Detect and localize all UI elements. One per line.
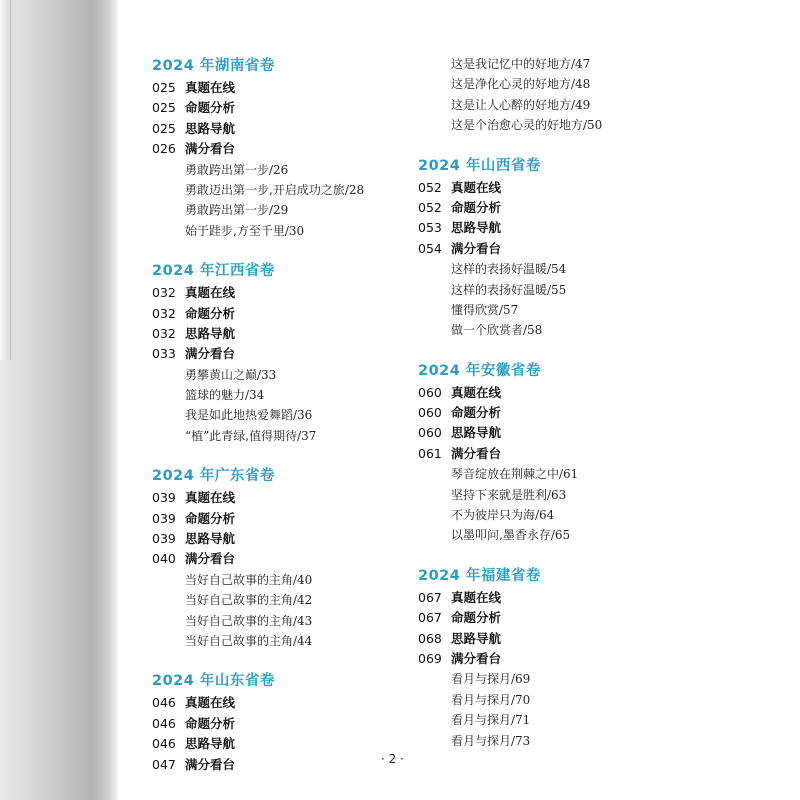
entry-page-number: 046: [152, 736, 176, 752]
entry-label: 命题分析: [185, 715, 236, 731]
entry-label: 思路导航: [185, 325, 236, 341]
entry-page-number: 040: [152, 551, 176, 567]
entry-label: 满分看台: [185, 756, 236, 772]
toc-section: [152, 259, 364, 446]
toc-entry: [152, 714, 364, 734]
toc-entry: [418, 178, 602, 198]
toc-section: [418, 564, 602, 751]
toc-entry: [418, 198, 602, 218]
entry-page-number: 052: [418, 199, 442, 215]
essay-entry: 这样的表扬好温暖/55: [451, 282, 567, 297]
toc-entry: [418, 239, 602, 259]
toc-entry: [152, 734, 364, 754]
essay-entry: 看月与探月/73: [451, 733, 531, 748]
toc-entry: [152, 283, 364, 303]
essay-entry: 勇攀黄山之巅/33: [185, 367, 277, 382]
toc-entry: [418, 444, 602, 464]
essay-entry: 勇敢跨出第一步/26: [185, 162, 289, 177]
entry-page-number: 067: [418, 589, 442, 605]
entry-label: 真题在线: [185, 80, 236, 95]
entry-page-number: 060: [418, 405, 442, 421]
toc-section: [152, 669, 364, 775]
toc-entry: [152, 529, 364, 549]
essay-entry: 不为彼岸只为海/64: [451, 508, 555, 523]
entry-label: 命题分析: [185, 305, 236, 321]
toc-entry: [418, 588, 602, 608]
entry-label: 思路导航: [185, 120, 236, 136]
essay-entry: 这样的表扬好温暖/54: [451, 262, 567, 277]
toc-entry: [152, 324, 364, 344]
toc-entry: [418, 423, 602, 443]
entry-label: 思路导航: [185, 531, 236, 547]
toc-entry: [152, 78, 364, 98]
toc-entry: [152, 344, 364, 364]
essay-entry: 看月与探月/69: [451, 672, 531, 687]
page-number: · 2 ·: [381, 752, 404, 766]
essay-entry: 始于跬步,方至千里/30: [185, 223, 305, 238]
toc-entry: [152, 755, 364, 775]
toc-entry: [418, 608, 602, 628]
essay-entry: 当好自己故事的主角/43: [185, 613, 313, 628]
toc-entry: [152, 488, 364, 508]
toc-entry: [152, 119, 364, 139]
entry-page-number: 060: [418, 425, 442, 441]
essay-entry: 以墨叩问,墨香永存/65: [451, 528, 571, 543]
entry-label: 思路导航: [451, 425, 502, 441]
toc-entry: [152, 304, 364, 324]
section-title: 2024 年福建省卷: [418, 567, 541, 584]
entry-label: 满分看台: [185, 551, 236, 567]
entry-label: 真题在线: [185, 285, 236, 301]
toc-entry: [418, 403, 602, 423]
entry-label: 真题在线: [451, 384, 502, 400]
entry-page-number: 046: [152, 715, 176, 731]
section-title: 2024 年山东省卷: [152, 673, 275, 690]
essay-entry: 当好自己故事的主角/40: [185, 572, 313, 587]
essay-entry: 坚持下来就是胜利/63: [451, 487, 567, 502]
section-title: 2024 年广东省卷: [152, 468, 275, 485]
toc-entry: [152, 139, 364, 159]
toc-entry: [418, 383, 602, 403]
entry-page-number: 032: [152, 285, 176, 301]
entry-label: 满分看台: [451, 445, 502, 461]
previous-page-edge: [0, 0, 11, 360]
entry-label: 思路导航: [451, 220, 502, 236]
essay-entry: 这是我记忆中的好地方/47: [451, 57, 591, 71]
entry-page-number: 053: [418, 220, 442, 236]
toc-entry: [152, 693, 364, 713]
essay-entry: 我是如此地热爱舞蹈/36: [185, 408, 313, 423]
essay-entry: 看月与探月/70: [451, 692, 531, 707]
entry-label: 真题在线: [451, 589, 502, 605]
section-title: 2024 年江西省卷: [152, 263, 275, 280]
entry-page-number: 025: [152, 120, 176, 136]
essay-entry: 当好自己故事的主角/44: [185, 633, 313, 648]
entry-page-number: 060: [418, 384, 442, 400]
entry-page-number: 025: [152, 80, 176, 95]
entry-page-number: 054: [418, 240, 442, 256]
essay-entry: 这是个治愈心灵的好地方/50: [451, 118, 603, 133]
entry-label: 思路导航: [451, 630, 502, 646]
essay-entry: 这是净化心灵的好地方/48: [451, 77, 591, 92]
entry-page-number: 032: [152, 305, 176, 321]
entry-page-number: 033: [152, 346, 176, 362]
entry-label: 满分看台: [451, 240, 502, 256]
entry-page-number: 067: [418, 610, 442, 626]
entry-page-number: 039: [152, 531, 176, 547]
entry-label: 真题在线: [185, 695, 236, 711]
entry-label: 满分看台: [451, 650, 502, 666]
toc-entry: [152, 98, 364, 118]
toc-entry: [152, 549, 364, 569]
entry-page-number: 026: [152, 141, 176, 157]
entry-label: 思路导航: [185, 736, 236, 752]
essay-entry: 看月与探月/71: [451, 713, 531, 728]
entry-page-number: 046: [152, 695, 176, 711]
toc-left-column: [152, 54, 364, 793]
entry-page-number: 061: [418, 445, 442, 461]
toc-right-column: [418, 54, 602, 769]
entry-page-number: 039: [152, 490, 176, 506]
toc-section: [418, 154, 602, 341]
entry-page-number: 052: [418, 179, 442, 195]
entry-label: 命题分析: [185, 100, 236, 116]
section-title: 2024 年山西省卷: [418, 157, 541, 174]
toc-entry: [418, 629, 602, 649]
entry-label: 满分看台: [185, 141, 236, 157]
entry-label: 真题在线: [185, 490, 236, 506]
section-title: 2024 年安徽省卷: [418, 362, 541, 379]
toc-section: [418, 359, 602, 546]
entry-page-number: 068: [418, 630, 442, 646]
entry-page-number: 025: [152, 100, 176, 116]
toc-entry: [418, 649, 602, 669]
entry-label: 命题分析: [451, 199, 502, 215]
entry-label: 命题分析: [185, 510, 236, 526]
section-title: 2024 年湖南省卷: [152, 58, 275, 74]
toc-section: [418, 54, 602, 136]
essay-entry: 懂得欣赏/57: [451, 302, 519, 317]
toc-section: [152, 464, 364, 651]
book-spine-shadow: [0, 0, 118, 800]
entry-page-number: 039: [152, 510, 176, 526]
toc-entry: [152, 509, 364, 529]
entry-label: 满分看台: [185, 346, 236, 362]
entry-page-number: 032: [152, 325, 176, 341]
essay-entry: 勇敢跨出第一步/29: [185, 203, 289, 218]
toc-section: [152, 54, 364, 241]
essay-entry: 做一个欣赏者/58: [451, 323, 543, 338]
entry-label: 命题分析: [451, 405, 502, 421]
essay-entry: 这是让人心醉的好地方/49: [451, 97, 591, 112]
toc-entry: [418, 218, 602, 238]
essay-entry: 篮球的魅力/34: [185, 388, 265, 403]
entry-label: 命题分析: [451, 610, 502, 626]
entry-page-number: 069: [418, 650, 442, 666]
essay-entry: 当好自己故事的主角/42: [185, 593, 313, 608]
entry-label: 真题在线: [451, 179, 502, 195]
essay-entry: 琴音绽放在荆棘之中/61: [451, 467, 579, 482]
entry-page-number: 047: [152, 756, 176, 772]
essay-entry: “植”此青绿,值得期待/37: [185, 428, 317, 443]
essay-entry: 勇敢迈出第一步,开启成功之旅/28: [185, 182, 365, 197]
